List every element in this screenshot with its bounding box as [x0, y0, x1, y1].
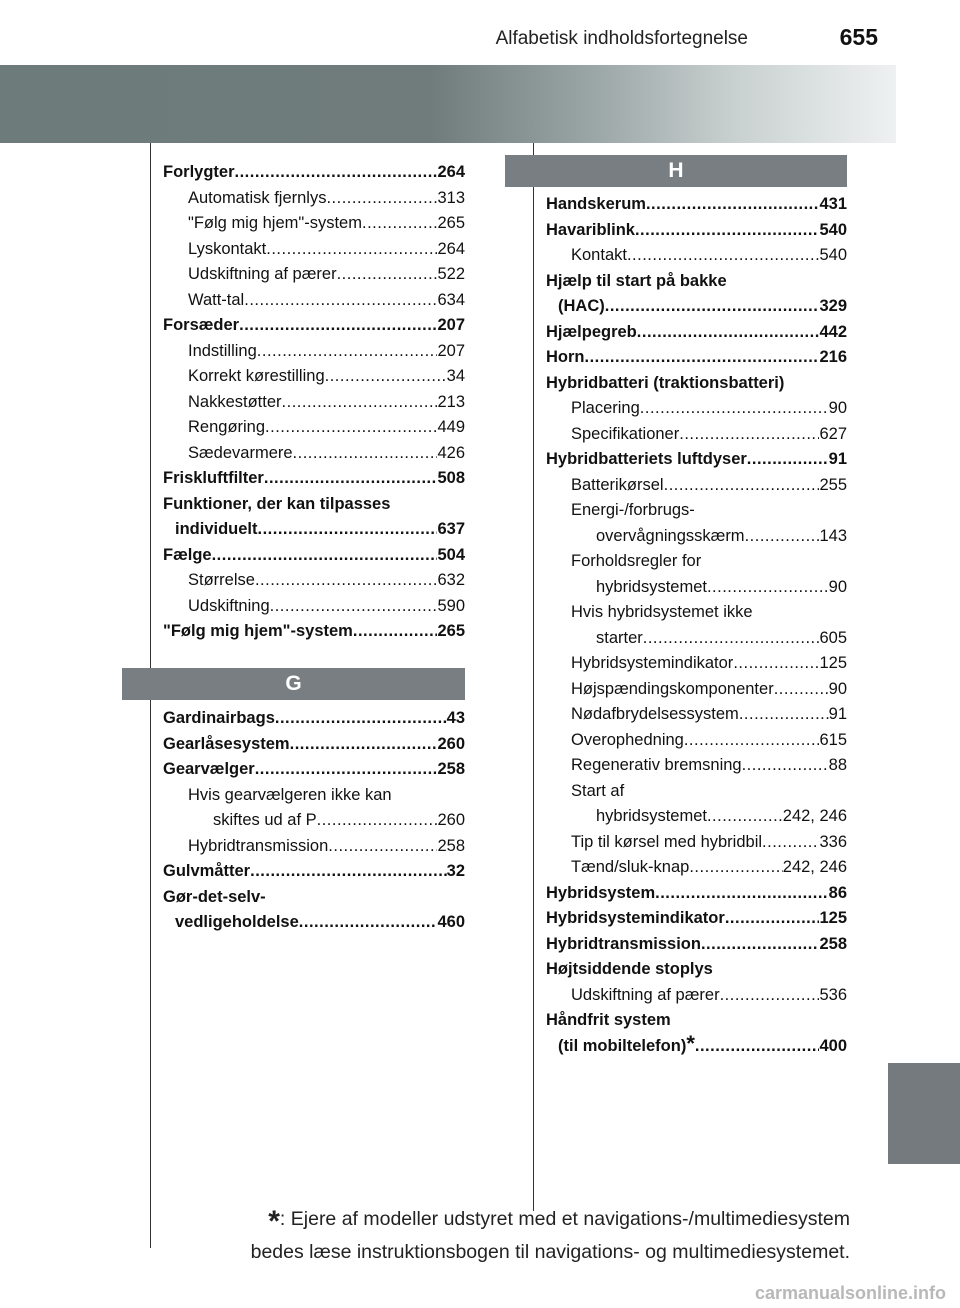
leader-dots [689, 855, 782, 881]
entry-label: Håndfrit system [546, 1011, 671, 1029]
index-entry [546, 651, 847, 677]
footnote [160, 1204, 850, 1268]
entry-label: Indstilling [188, 341, 257, 360]
watermark: carmanualsonline.info [754, 1283, 946, 1303]
index-entry [163, 568, 465, 594]
index-entry [163, 492, 465, 518]
leader-dots [264, 466, 438, 492]
chapter-side-tab [888, 1063, 960, 1164]
entry-page: 426 [437, 443, 465, 462]
index-entry [546, 192, 847, 218]
index-entry [163, 783, 465, 809]
index-entry [163, 288, 465, 314]
leader-dots [774, 677, 829, 703]
entry-label: Gør-det-selv- [163, 887, 266, 906]
entry-label: Hvis gearvælgeren ikke kan [188, 785, 392, 804]
leader-dots [239, 313, 437, 339]
entry-page: 143 [819, 526, 847, 545]
leader-dots [212, 543, 438, 569]
index-entry [163, 466, 465, 492]
entry-label: Overophedning [571, 730, 684, 749]
entry-page: 207 [437, 316, 465, 334]
entry-page: 86 [828, 883, 847, 902]
entry-label: Hjælp til start på bakke [546, 271, 727, 290]
index-entry [546, 269, 847, 295]
entry-label: Gulvmåtter [163, 862, 251, 880]
entry-page: 242, 246 [782, 807, 847, 825]
entry-page: 255 [819, 475, 847, 494]
entry-label: individuelt [175, 520, 258, 538]
entry-page: 329 [819, 297, 847, 315]
entry-label: starter [596, 628, 643, 647]
index-entry [546, 906, 847, 932]
leader-dots [605, 294, 820, 320]
entry-label: Forholdsregler for [571, 552, 702, 570]
index-entry [546, 702, 847, 728]
entry-label: Specifikationer [571, 424, 680, 443]
index-entry [546, 396, 847, 422]
entry-page: 32 [446, 862, 465, 880]
leader-dots [646, 192, 820, 218]
entry-label: Energi-/forbrugs- [571, 501, 695, 519]
entry-label: (HAC) [558, 297, 605, 315]
entry-label: "Følg mig hjem"-system [163, 622, 353, 640]
entry-page: 207 [437, 341, 465, 360]
entry-page: 313 [437, 188, 465, 207]
index-entry [163, 262, 465, 288]
entry-page: 632 [437, 571, 465, 589]
index-entry [163, 706, 465, 732]
index-entry [546, 881, 847, 907]
entry-page: 449 [437, 418, 465, 436]
entry-page: 634 [437, 290, 465, 309]
entry-page: 508 [437, 469, 465, 487]
index-entry [163, 543, 465, 569]
leader-dots [640, 396, 829, 422]
entry-label: Højspændingskomponenter [571, 679, 774, 698]
entry-page: 88 [828, 756, 847, 774]
index-list-f [163, 160, 465, 645]
entry-page: 605 [819, 628, 847, 647]
entry-label: Udskiftning af pærer [571, 985, 720, 1004]
index-entry [163, 808, 465, 834]
leader-dots [707, 804, 783, 830]
entry-label: (til mobiltelefon) [558, 1036, 687, 1055]
leader-dots [664, 473, 820, 499]
leader-dots [265, 415, 437, 441]
entry-label: Handskerum [546, 195, 646, 213]
leader-dots [679, 422, 819, 448]
index-entry [163, 885, 465, 911]
entry-page: 431 [819, 195, 847, 213]
entry-label: Tænd/sluk-knap [571, 858, 690, 876]
leader-dots [257, 339, 438, 365]
leader-dots [747, 447, 829, 473]
leader-dots [739, 702, 829, 728]
leader-dots [627, 243, 820, 269]
leader-dots [707, 575, 829, 601]
index-entry [163, 859, 465, 885]
entry-page: 260 [437, 811, 465, 829]
footnote-star: * [268, 1205, 280, 1238]
index-entry [546, 600, 847, 626]
leader-dots [282, 390, 438, 416]
entry-label: Automatisk fjernlys [188, 188, 327, 207]
entry-label: Hvis hybridsystemet ikke [571, 603, 753, 621]
right-column-rule [533, 143, 534, 1211]
entry-page: 125 [819, 909, 847, 927]
entry-label: Gardinairbags [163, 709, 275, 727]
index-entry [546, 422, 847, 448]
index-entry [163, 441, 465, 467]
leader-dots [317, 808, 438, 834]
leader-dots [244, 288, 437, 314]
index-entry [163, 415, 465, 441]
leader-dots [725, 906, 820, 932]
entry-page: 43 [446, 709, 465, 727]
index-entry [546, 983, 847, 1009]
index-entry [546, 473, 847, 499]
leader-dots [635, 218, 820, 244]
entry-label: vedligeholdelse [175, 913, 299, 931]
index-entry [163, 517, 465, 543]
entry-label: Horn [546, 348, 585, 366]
entry-page: 125 [819, 654, 847, 672]
index-entry [546, 932, 847, 958]
footnote-line-1 [160, 1204, 850, 1237]
leader-dots [762, 830, 819, 856]
leader-dots [328, 834, 437, 860]
leader-dots [733, 651, 819, 677]
leader-dots [643, 626, 820, 652]
footnote-marker: * [686, 1030, 695, 1056]
index-entry [546, 830, 847, 856]
entry-page: 260 [437, 734, 465, 753]
index-entry [163, 594, 465, 620]
entry-label: Hybridbatteriets luftdyser [546, 450, 747, 468]
index-entry [546, 243, 847, 269]
leader-dots [250, 859, 447, 885]
leader-dots [293, 441, 438, 467]
leader-dots [695, 1034, 820, 1060]
leader-dots [325, 364, 447, 390]
leader-dots [290, 732, 438, 758]
leader-dots [655, 881, 829, 907]
index-entry [163, 186, 465, 212]
entry-page: 336 [819, 832, 847, 851]
entry-label: Fælge [163, 545, 212, 564]
entry-label: Funktioner, der kan tilpasses [163, 494, 391, 513]
entry-label: Udskiftning af pærer [188, 265, 337, 283]
entry-page: 590 [437, 596, 465, 615]
leader-dots [266, 237, 437, 263]
entry-page: 442 [819, 322, 847, 341]
index-list-h [546, 192, 847, 1059]
entry-label: Hybridtransmission [546, 934, 701, 953]
index-entry [546, 804, 847, 830]
entry-page: 540 [819, 246, 847, 264]
index-entry [546, 677, 847, 703]
index-entry [163, 619, 465, 645]
index-entry [546, 753, 847, 779]
index-list-g [163, 706, 465, 936]
index-entry [163, 237, 465, 263]
entry-page: 460 [437, 913, 465, 931]
entry-label: Nakkestøtter [188, 392, 282, 411]
entry-label: Hybridbatteri (traktionsbatteri) [546, 373, 785, 392]
entry-page: 34 [446, 367, 465, 385]
entry-page: 91 [828, 705, 847, 723]
entry-page: 615 [819, 730, 847, 749]
entry-page: 213 [437, 392, 465, 411]
entry-label: Forlygter [163, 163, 235, 181]
index-entry [546, 447, 847, 473]
entry-label: Tip til kørsel med hybridbil [571, 832, 763, 851]
entry-label: Hybridtransmission [188, 836, 329, 855]
entry-page: 265 [437, 622, 465, 640]
entry-label: hybridsystemet [596, 807, 707, 825]
entry-page: 265 [437, 214, 465, 232]
index-entry [546, 1030, 847, 1060]
footnote-text-1: : Ejere af modeller udstyret med et navigations-/multimediesystem [279, 1208, 850, 1230]
leader-dots [270, 594, 438, 620]
entry-label: Korrekt kørestilling [188, 367, 325, 385]
index-entry [546, 957, 847, 983]
entry-label: overvågningsskærm [596, 526, 745, 545]
index-entry [163, 313, 465, 339]
entry-label: Hybridsystemindikator [546, 909, 725, 927]
entry-page: 258 [437, 760, 465, 778]
index-entry [546, 524, 847, 550]
footnote-line-2: bedes læse instruktionsbogen til navigations- og multimediesystemet. [250, 1241, 850, 1263]
entry-page: 536 [819, 985, 847, 1004]
leader-dots [742, 753, 829, 779]
entry-label: Højtsiddende stoplys [546, 960, 713, 978]
index-entry [546, 218, 847, 244]
index-entry [163, 910, 465, 936]
entry-label: Placering [571, 399, 640, 417]
entry-page: 540 [819, 220, 847, 239]
leader-dots [720, 983, 820, 1009]
entry-label: Nødafbrydelsessystem [571, 705, 739, 723]
entry-page: 258 [819, 934, 847, 953]
entry-page: 242, 246 [782, 858, 847, 876]
entry-label: Regenerativ bremsning [571, 756, 742, 774]
index-entry [546, 855, 847, 881]
leader-dots [353, 619, 438, 645]
entry-label: Hybridsystemindikator [571, 654, 734, 672]
running-title: Alfabetisk indholdsfortegnelse [495, 28, 748, 49]
index-entry [163, 732, 465, 758]
index-entry [163, 211, 465, 237]
entry-page: 264 [437, 163, 465, 181]
leader-dots [745, 524, 820, 550]
index-entry [546, 498, 847, 524]
entry-page: 90 [828, 399, 847, 417]
index-entry [163, 160, 465, 186]
entry-label: Start af [571, 781, 625, 800]
entry-label: Batterikørsel [571, 475, 664, 494]
index-entry [546, 294, 847, 320]
index-entry [163, 364, 465, 390]
entry-page: 400 [819, 1036, 847, 1055]
leader-dots [637, 320, 820, 346]
entry-label: Watt-tal [188, 290, 245, 309]
index-entry [546, 345, 847, 371]
index-entry [163, 757, 465, 783]
index-entry [546, 320, 847, 346]
entry-page: 637 [437, 520, 465, 538]
leader-dots [701, 932, 820, 958]
entry-label: Lyskontakt [188, 239, 267, 258]
entry-label: Størrelse [188, 571, 255, 589]
page-header [0, 0, 960, 60]
leader-dots [585, 345, 820, 371]
header-banner [0, 65, 896, 143]
leader-dots [258, 517, 438, 543]
entry-label: Rengøring [188, 418, 266, 436]
leader-dots [255, 568, 438, 594]
entry-page: 627 [819, 424, 847, 443]
entry-label: Hybridsystem [546, 883, 656, 902]
entry-page: 90 [828, 679, 847, 698]
entry-page: 258 [437, 836, 465, 855]
leader-dots [299, 910, 438, 936]
entry-page: 216 [819, 348, 847, 366]
index-entry [163, 390, 465, 416]
index-entry [546, 371, 847, 397]
entry-label: Kontakt [571, 246, 627, 264]
index-entry [546, 575, 847, 601]
section-letter-h: H [505, 155, 847, 187]
leader-dots [235, 160, 438, 186]
entry-label: Havariblink [546, 220, 635, 239]
leader-dots [362, 211, 437, 237]
entry-label: Sædevarmere [188, 443, 293, 462]
entry-page: 522 [437, 265, 465, 283]
entry-label: Hjælpegreb [546, 322, 637, 341]
entry-label: "Følg mig hjem"-system [188, 214, 362, 232]
leader-dots [275, 706, 447, 732]
index-entry [546, 549, 847, 575]
entry-page: 264 [437, 239, 465, 258]
section-letter-g: G [122, 668, 465, 700]
entry-label: skiftes ud af P [213, 811, 317, 829]
entry-label: Gearvælger [163, 760, 255, 778]
leader-dots [326, 186, 437, 212]
leader-dots [255, 757, 438, 783]
entry-page: 91 [828, 450, 847, 468]
entry-page: 90 [828, 577, 847, 596]
page-number: 655 [839, 24, 878, 50]
index-entry [546, 1008, 847, 1034]
index-entry [163, 834, 465, 860]
leader-dots [337, 262, 438, 288]
index-entry [546, 626, 847, 652]
entry-label: hybridsystemet [596, 577, 707, 596]
entry-label: Gearlåsesystem [163, 734, 290, 753]
entry-label: Forsæder [163, 316, 240, 334]
leader-dots [684, 728, 820, 754]
index-entry [163, 339, 465, 365]
entry-label: Udskiftning [188, 596, 270, 615]
index-entry [546, 728, 847, 754]
entry-label: Friskluftfilter [163, 469, 264, 487]
entry-page: 504 [437, 545, 465, 564]
index-entry [546, 779, 847, 805]
